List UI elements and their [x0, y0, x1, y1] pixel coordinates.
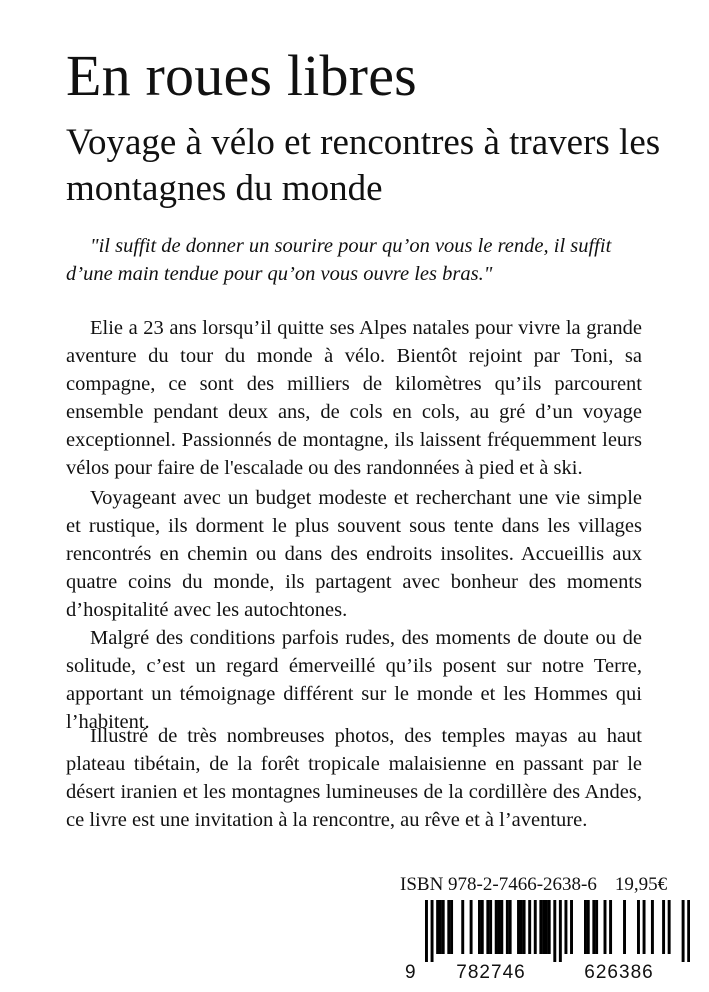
barcode-group-left: 782746	[456, 962, 526, 983]
barcode-bar	[604, 900, 607, 954]
barcode-bar	[528, 900, 531, 954]
book-title: En roues libres	[66, 43, 417, 108]
blurb-paragraph: Illustré de très nombreuses photos, des temples mayas au haut plateau tibétain, de la forêt tropicale malaisienne en passant par le désert iranien et les montagnes lumineuses de la cordillère des Andes, ce livre est une invitation à la rencontre, au rêve et à l’aventure.	[66, 725, 642, 831]
barcode-lead-digit: 9	[405, 962, 417, 983]
barcode-bar	[431, 900, 434, 962]
barcode-bar	[637, 900, 640, 954]
barcode-bar	[539, 900, 542, 954]
barcode-bar	[545, 900, 548, 954]
blurb-paragraph: Voyageant avec un budget modeste et recherchant une vie simple et rustique, ils dorment le plus souvent sous tente dans les villages rencontrés en chemin ou dans des endroits insolites. Accueillis aux quatre coins du monde, ils partagent avec bonheur des moments d’hospitalité avec les autochtones.	[66, 487, 642, 621]
barcode-bar	[439, 900, 442, 954]
barcode-bar	[623, 900, 626, 954]
barcode-bar	[500, 900, 503, 954]
barcode-bar	[592, 900, 595, 954]
barcode-bar	[436, 900, 439, 954]
blurb-paragraph: Elie a 23 ans lorsqu’il quitte ses Alpes natales pour vivre la grande aventure du tour du monde à vélo. Bientôt rejoint par Toni, sa compagne, ce sont des milliers de kilomètres qu’ils parcourent ensemble pendant deux ans, de cols en cols, au gré d’un voyage exceptionnel. Passionnés de montagne, ils laissent fréquemment leurs vélos pour faire de l'escalade ou des randonnées à pied et à ski.	[66, 317, 642, 479]
barcode-bar	[564, 900, 567, 954]
barcode-image	[405, 900, 690, 962]
barcode-bar	[553, 900, 556, 962]
barcode-bar	[447, 900, 450, 954]
barcode-bar	[489, 900, 492, 954]
barcode-bar	[542, 900, 545, 954]
barcode-bar	[495, 900, 498, 954]
barcode-bar	[450, 900, 453, 954]
barcode-bar	[668, 900, 671, 954]
barcode-bar	[687, 900, 690, 962]
barcode-bar	[584, 900, 587, 954]
barcode-bar	[461, 900, 464, 954]
barcode-bar	[486, 900, 489, 954]
barcode-bar	[517, 900, 520, 954]
barcode-bar	[651, 900, 654, 954]
barcode-bar	[559, 900, 562, 962]
barcode-bar	[470, 900, 473, 954]
barcode-bar	[520, 900, 523, 954]
barcode-bar	[609, 900, 612, 954]
book-subtitle: Voyage à vélo et rencontres à travers les montagnes du monde	[66, 122, 661, 209]
barcode-bar	[570, 900, 573, 954]
barcode-digits	[405, 962, 690, 984]
barcode-bar	[548, 900, 551, 954]
barcode-bar	[425, 900, 428, 962]
isbn-price-line	[400, 873, 667, 897]
barcode-bar	[478, 900, 481, 954]
barcode-bar	[595, 900, 598, 954]
price-label: 19,95€	[614, 874, 668, 895]
barcode-bar	[682, 900, 685, 962]
barcode-bar	[509, 900, 512, 954]
barcode-bar	[534, 900, 537, 954]
barcode-bar	[523, 900, 526, 954]
epigraph-quote: "il suffit de donner un sourire pour qu’on vous le rende, il suffit d’une main tendue pour qu’on vous ouvre les bras."	[66, 235, 612, 285]
barcode-bar	[498, 900, 501, 954]
barcode-bar	[506, 900, 509, 954]
isbn-number: ISBN 978-2-7466-2638-6	[400, 874, 597, 895]
barcode-group-right: 626386	[584, 962, 654, 983]
barcode-bar	[587, 900, 590, 954]
barcode-bar	[481, 900, 484, 954]
barcode-bar	[643, 900, 646, 954]
barcode-bar	[442, 900, 445, 954]
barcode-bar	[662, 900, 665, 954]
blurb-paragraph: Malgré des conditions parfois rudes, des moments de doute ou de solitude, c’est un regard émerveillé qu’ils posent sur notre Terre, apportant un témoignage différent sur le monde et les Hommes qui l’habitent.	[66, 627, 642, 733]
